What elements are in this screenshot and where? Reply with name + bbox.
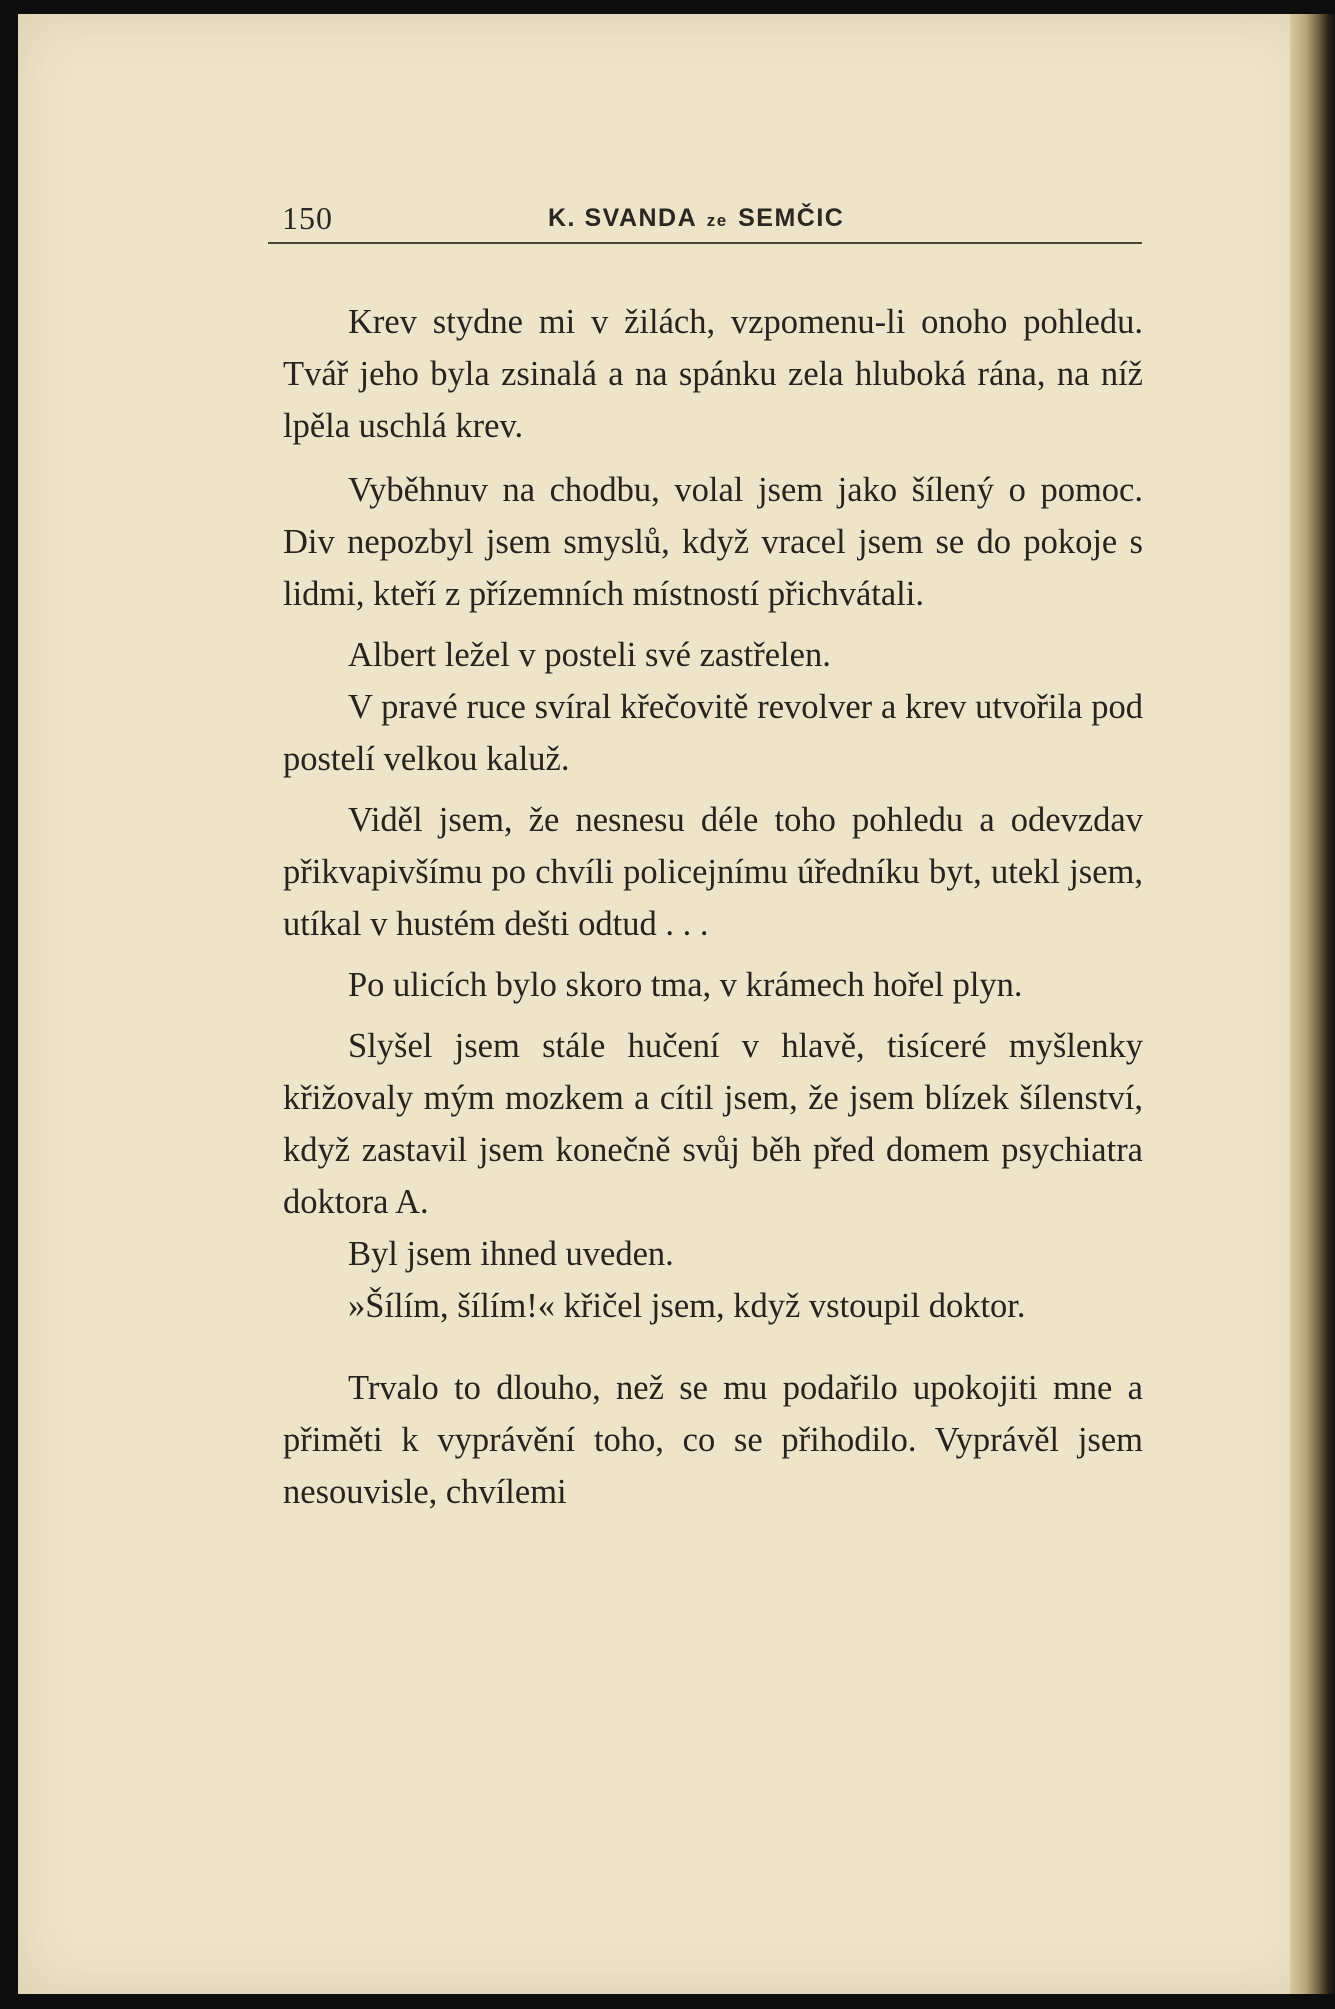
paragraph-6: Po ulicích bylo skoro tma, v krámech hořel plyn. <box>348 966 1023 1004</box>
paragraph-4: V pravé ruce svíral křečovitě revolver a krev utvořila pod postelí velkou kaluž. <box>283 688 1143 778</box>
paragraph-9: »Šílím, šílím!« křičel jsem, když vstoupil doktor. <box>348 1287 1026 1325</box>
running-head-particle: ze <box>706 211 728 230</box>
paragraph-3: Albert ležel v posteli své zastřelen. <box>348 636 831 674</box>
body-text <box>283 296 1143 1518</box>
running-head-place: SEMČIC <box>738 204 845 232</box>
paragraph-10: Trvalo to dlouho, než se mu podařilo upokojiti mne a přiměti k vyprávění toho, co se přihodilo. Vyprávěl jsem nesouvisle, chvílemi <box>283 1369 1143 1511</box>
page-header <box>268 198 1142 244</box>
running-head-author: K. SVANDA <box>548 204 697 232</box>
paragraph-5: Viděl jsem, že nesnesu déle toho pohledu a odevzdav přikvapivšímu po chvíli policejnímu úředníku byt, utekl jsem, utíkal v hustém dešti odtud . . . <box>283 801 1143 943</box>
page-edge-shadow <box>1290 14 1335 1994</box>
paragraph-2: Vyběhnuv na chodbu, volal jsem jako šílený o pomoc. Div nepozbyl jsem smyslů, když vracel jsem se do pokoje s lidmi, kteří z přízemních místností přichvátali. <box>283 471 1143 613</box>
running-head <box>548 204 844 233</box>
paragraph-1: Krev stydne mi v žilách, vzpomenu-li onoho pohledu. Tvář jeho byla zsinalá a na spánku zela hluboká rána, na níž lpěla uschlá krev. <box>283 303 1143 445</box>
paragraph-7: Slyšel jsem stále hučení v hlavě, tisíceré myšlenky křižovaly mým mozkem a cítil jsem, že jsem blízek šílenství, když zastavil jsem konečně svůj běh před domem psychiatra doktora A. <box>283 1027 1143 1221</box>
page-number: 150 <box>282 200 333 236</box>
paragraph-8: Byl jsem ihned uveden. <box>348 1235 674 1273</box>
